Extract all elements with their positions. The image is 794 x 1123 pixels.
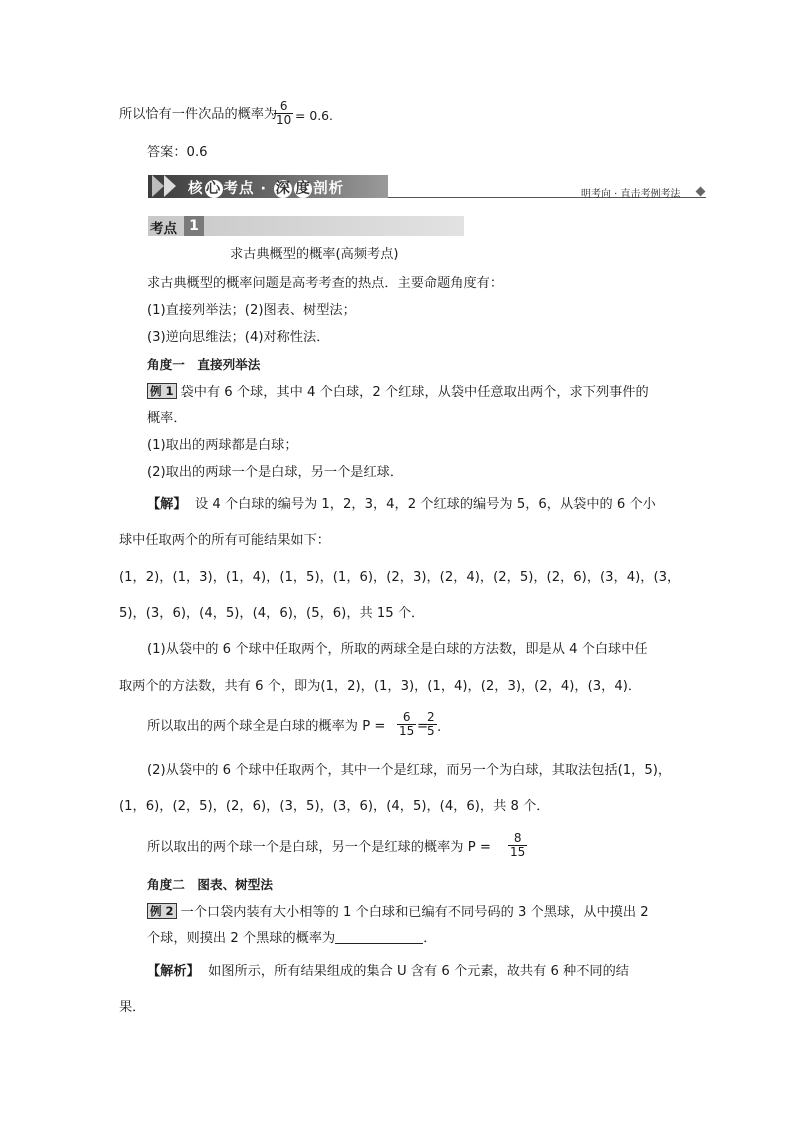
probability-line: 所以取出的两个球一个是白球，另一个是红球的概率为 P = (147, 840, 491, 855)
fraction-denominator: 10 (276, 113, 292, 127)
paragraph: (3)逆向思维法；(4)对称性法． (147, 330, 330, 345)
example-text: 袋中有 6 个球，其中 4 个白球，2 个红球，从袋中任意取出两个，求下列事件的 (180, 385, 649, 400)
probability-line: 所以取出的两个球全是白球的概率为 P = (147, 719, 386, 734)
analysis-tag: 【解析】 (147, 964, 200, 979)
question: (1)取出的两球都是白球； (147, 438, 298, 453)
section-banner (148, 175, 388, 198)
example-tag: 例 1 (147, 383, 177, 399)
fraction-6-10 (274, 100, 293, 127)
topic-number: 1 (184, 216, 204, 236)
solution-text: 取两个的方法数，共有 6 个，即为(1，2)，(1，3)，(1，4)，(2，3)，(2，4)，(3，4)． (119, 679, 642, 694)
solution-text: (2)从袋中的 6 个球中任取两个，其中一个是红球，而另一个为白球，其取法包括(1，5)， (147, 763, 672, 778)
paragraph: 求古典概型的概率问题是高考考查的热点．主要命题角度有： (147, 276, 504, 291)
fraction-numerator: 6 (279, 99, 288, 113)
example-2-line-2: 个球，则摸出 2 个黑球的概率为 ． (147, 931, 437, 946)
intro-text: 所以恰有一件次品的概率为 (119, 107, 278, 122)
question: (2)取出的两球一个是白球，另一个是红球． (147, 465, 404, 480)
analysis-line: 【解析】 如图所示，所有结果组成的集合 U 含有 6 个元素，故共有 6 种不同的结 (147, 964, 629, 979)
topic-label: 考点 (150, 221, 177, 237)
banner-title: 核 心 考点 · 深 度 剖析 (188, 181, 345, 197)
solution-text: 球中任取两个的所有可能结果如下： (119, 533, 330, 548)
example-text: 概率． (147, 411, 187, 426)
solution-tag: 【解】 (147, 497, 187, 512)
angle-heading: 角度一 直接列举法 (147, 357, 261, 372)
answer-blank (335, 931, 423, 944)
example-tag: 例 2 (147, 903, 177, 919)
angle-heading: 角度二 图表、树型法 (147, 877, 273, 892)
intro-line (119, 106, 277, 124)
topic-heading: 求古典概型的概率(高频考点) (230, 247, 399, 262)
solution-line: 【解】 设 4 个白球的编号为 1，2，3，4，2 个红球的编号为 5，6，从袋中的 6 个小 (147, 497, 656, 512)
intro-result: = 0.6. (295, 108, 333, 123)
analysis-text: 果． (119, 1000, 146, 1015)
fraction-6-15: $\frac{6}{15}$ (399, 710, 415, 738)
example-1-line (147, 383, 649, 402)
fraction-8-15: $\frac{8}{15}$ (510, 831, 526, 859)
solution-text: (1，2)，(1，3)，(1，4)，(1，5)，(1，6)，(2，3)，(2，4)，(2，5)，(2，6)，(3，4)，(3， (119, 570, 681, 585)
solution-text: (1，6)，(2，5)，(2，6)，(3，5)，(3，6)，(4，5)，(4，6)，共 8 个． (119, 799, 550, 814)
solution-text: 5)，(3，6)，(4，5)，(4，6)，(5，6)，共 15 个． (119, 606, 425, 621)
period: . (437, 720, 442, 735)
example-2-line: 例 2 一个口袋内装有大小相等的 1 个白球和已编有不同号码的 3 个黑球，从中摸出 2 (147, 903, 649, 922)
fraction-2-5: $\frac{2}{5}$ (427, 710, 435, 738)
diamond-icon (696, 187, 706, 197)
chevron-icon (152, 175, 164, 197)
chevron-icon (164, 175, 176, 197)
banner-subtitle: 明考向 · 直击考例考法 (581, 189, 681, 200)
paragraph: (1)直接列举法；(2)图表、树型法； (147, 303, 356, 318)
solution-text: (1)从袋中的 6 个球中任取两个，所取的两球全是白球的方法数，即是从 4 个白球中任 (147, 642, 648, 657)
answer-line: 答案：0.6 (147, 145, 208, 160)
equals-sign: = (417, 719, 429, 734)
